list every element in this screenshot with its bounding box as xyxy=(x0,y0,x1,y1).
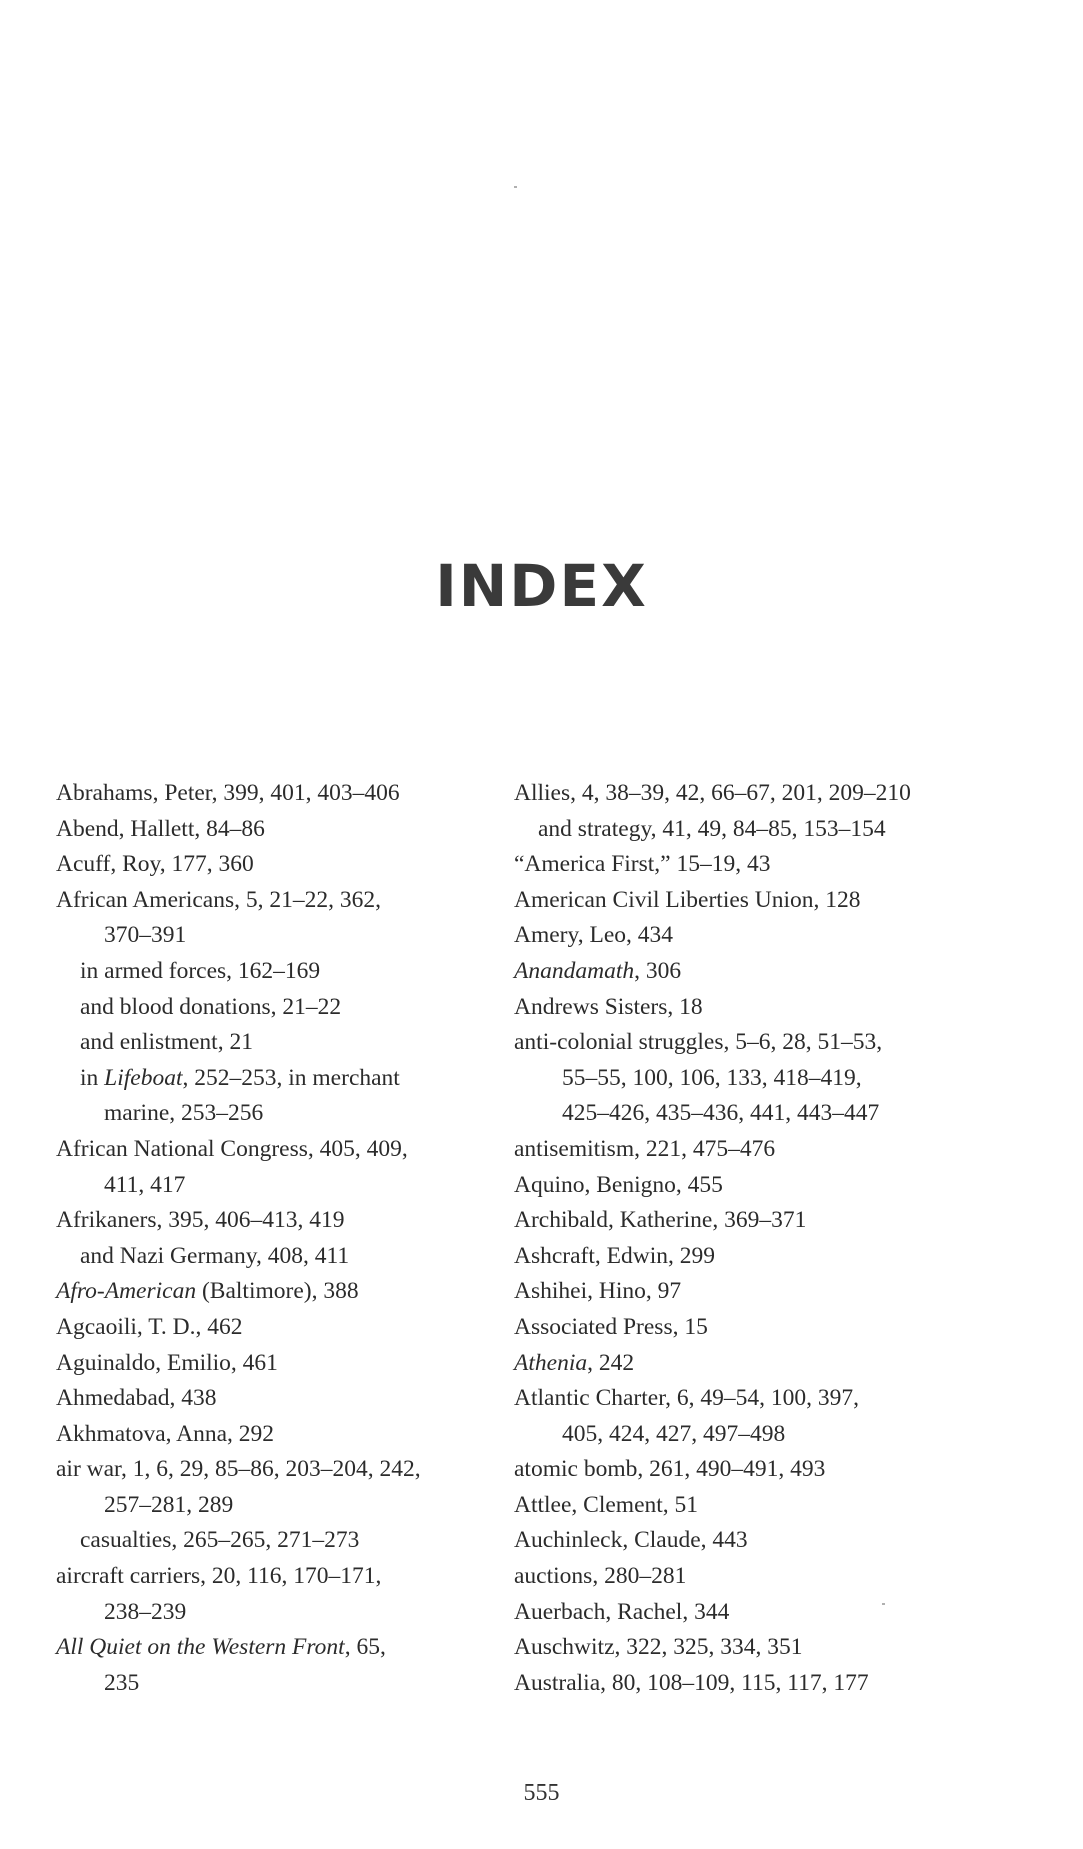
index-entry: Atlantic Charter, 6, 49–54, 100, 397, xyxy=(514,1385,859,1412)
index-subentry: casualties, 265–265, 271–273 xyxy=(80,1527,360,1554)
index-entry: Auchinleck, Claude, 443 xyxy=(514,1527,748,1554)
index-entry: Afrikaners, 395, 406–413, 419 xyxy=(56,1207,345,1234)
index-entry: American Civil Liberties Union, 128 xyxy=(514,886,861,913)
scan-speck xyxy=(514,186,517,188)
page-title: INDEX xyxy=(435,552,648,620)
index-entry: Ashcraft, Edwin, 299 xyxy=(514,1242,716,1269)
index-subentry: in armed forces, 162–169 xyxy=(80,957,321,984)
index-column-right xyxy=(514,776,994,1701)
index-entry: antisemitism, 221, 475–476 xyxy=(514,1135,776,1162)
index-entry: Akhmatova, Anna, 292 xyxy=(56,1420,274,1447)
index-entry: Athenia, 242 xyxy=(514,1349,635,1376)
index-entry: Anandamath, 306 xyxy=(514,957,682,984)
index-entry: Allies, 4, 38–39, 42, 66–67, 201, 209–210 xyxy=(514,780,911,806)
index-entry: anti-colonial struggles, 5–6, 28, 51–53, xyxy=(514,1029,883,1056)
index-subentry: and Nazi Germany, 408, 411 xyxy=(80,1242,350,1269)
index-entry: Attlee, Clement, 51 xyxy=(514,1491,699,1518)
index-entry: Andrews Sisters, 18 xyxy=(514,993,703,1020)
index-entry: Abrahams, Peter, 399, 401, 403–406 xyxy=(56,780,400,806)
index-entry-continuation: 257–281, 289 xyxy=(104,1491,234,1518)
scan-speck xyxy=(882,1603,885,1605)
index-entry: air war, 1, 6, 29, 85–86, 203–204, 242, xyxy=(56,1456,421,1483)
index-subentry: in Lifeboat, 252–253, in merchant xyxy=(80,1064,400,1091)
index-subentry-continuation: marine, 253–256 xyxy=(104,1100,264,1127)
index-entry: auctions, 280–281 xyxy=(514,1563,687,1590)
index-entry: “America First,” 15–19, 43 xyxy=(514,851,771,878)
index-subentry: and enlistment, 21 xyxy=(80,1029,253,1056)
index-entry: atomic bomb, 261, 490–491, 493 xyxy=(514,1456,826,1483)
index-entry: Associated Press, 15 xyxy=(514,1313,708,1340)
index-entry-continuation: 405, 424, 427, 497–498 xyxy=(562,1420,786,1447)
index-entry-continuation: 411, 417 xyxy=(104,1171,186,1198)
index-entry: African Americans, 5, 21–22, 362, xyxy=(56,886,382,913)
index-entry: All Quiet on the Western Front, 65, xyxy=(56,1634,386,1661)
index-entry: Amery, Leo, 434 xyxy=(514,922,674,949)
index-entry: Auerbach, Rachel, 344 xyxy=(514,1598,730,1625)
index-entry: Ashihei, Hino, 97 xyxy=(514,1278,682,1305)
index-entry-continuation: 370–391 xyxy=(104,922,187,949)
index-entry-continuation: 425–426, 435–436, 441, 443–447 xyxy=(562,1100,880,1127)
index-entry: Afro-American (Baltimore), 388 xyxy=(56,1278,359,1305)
index-entry: Agcaoili, T. D., 462 xyxy=(56,1313,243,1340)
index-entry: Australia, 80, 108–109, 115, 117, 177 xyxy=(514,1669,869,1696)
index-entry-continuation: 238–239 xyxy=(104,1598,187,1625)
index-entry: Ahmedabad, 438 xyxy=(56,1385,217,1412)
index-entry: Auschwitz, 322, 325, 334, 351 xyxy=(514,1634,803,1661)
index-entry: aircraft carriers, 20, 116, 170–171, xyxy=(56,1563,382,1590)
index-column-left xyxy=(56,776,496,1701)
index-entry: Archibald, Katherine, 369–371 xyxy=(514,1207,807,1234)
index-entry: Abend, Hallett, 84–86 xyxy=(56,815,265,842)
index-subentry: and strategy, 41, 49, 84–85, 153–154 xyxy=(538,815,886,842)
index-subentry: and blood donations, 21–22 xyxy=(80,993,342,1020)
index-entry: Aguinaldo, Emilio, 461 xyxy=(56,1349,278,1376)
index-entry: African National Congress, 405, 409, xyxy=(56,1135,408,1162)
page-number: 555 xyxy=(523,1780,560,1806)
index-entry-continuation: 55–55, 100, 106, 133, 418–419, xyxy=(562,1064,862,1091)
index-entry: Acuff, Roy, 177, 360 xyxy=(56,851,254,878)
index-entry-continuation: 235 xyxy=(104,1669,140,1696)
index-entry: Aquino, Benigno, 455 xyxy=(514,1171,723,1198)
